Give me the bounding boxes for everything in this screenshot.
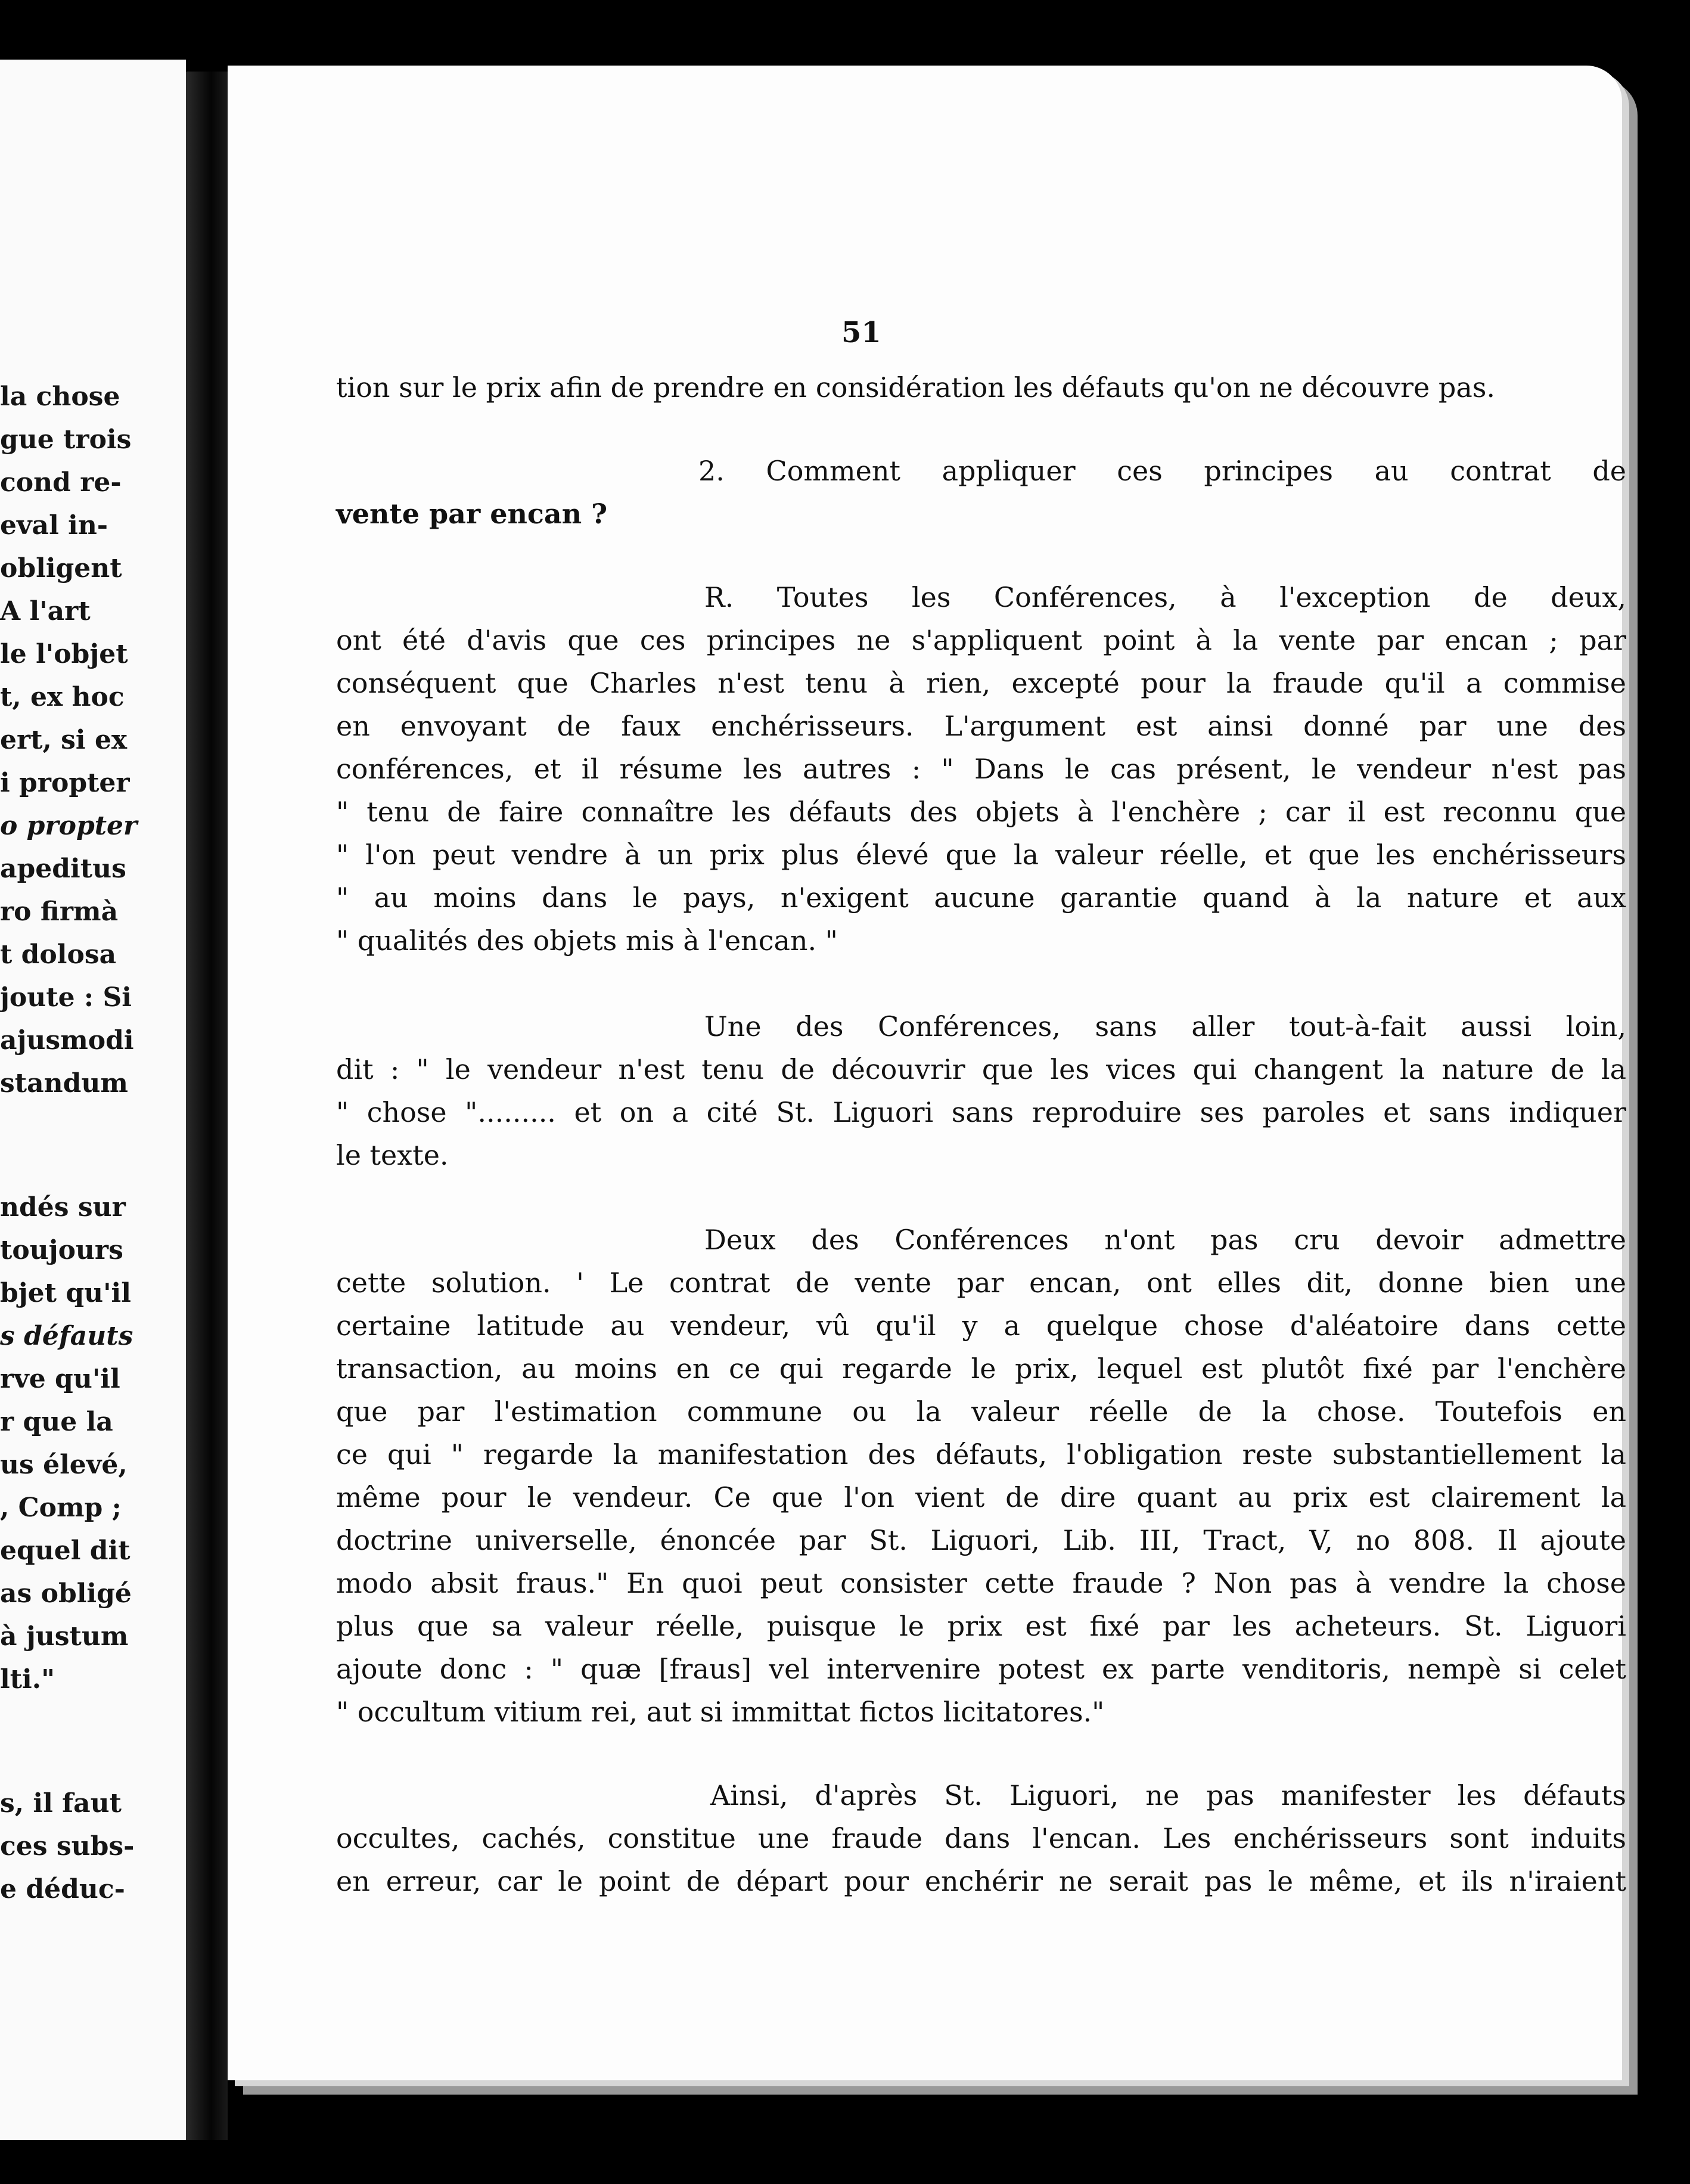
left-text-fragment: t, ex hoc (0, 682, 125, 712)
left-text-fragment: us élevé, (0, 1450, 128, 1480)
text-line: conséquent que Charles n'est tenu à rien, excepté pour la fraude qu'il a commise (336, 667, 1626, 699)
text-line: " chose "......... et on a cité St. Liguori sans reproduire ses paroles et sans indiquer (336, 1096, 1626, 1128)
left-text-fragment: toujours (0, 1235, 123, 1265)
left-text-fragment: ro firmà (0, 896, 119, 927)
text-line: même pour le vendeur. Ce que l'on vient de dire quant au prix est clairement la (336, 1481, 1626, 1513)
text-line: modo absit fraus." En quoi peut consister cette fraude ? Non pas à vendre la chose (336, 1567, 1626, 1599)
text-line: conférences, et il résume les autres : " Dans le cas présent, le vendeur n'est pas (336, 753, 1626, 785)
text-line: cette solution. ' Le contrat de vente par encan, ont elles dit, donne bien une (336, 1267, 1626, 1299)
text-line: " au moins dans le pays, n'exigent aucune garantie quand à la nature et aux (336, 882, 1626, 914)
text-line: ajoute donc : " quæ [fraus] vel intervenire potest ex parte venditoris, nempè si celet (336, 1653, 1626, 1685)
text-line: ce qui " regarde la manifestation des défauts, l'obligation reste substantiellement la (336, 1438, 1626, 1471)
text-line: plus que sa valeur réelle, puisque le prix est fixé par les acheteurs. St. Liguori (336, 1610, 1626, 1642)
text-line: certaine latitude au vendeur, vû qu'il y a quelque chose d'aléatoire dans cette (336, 1310, 1626, 1342)
facing-page-fragment (0, 60, 186, 2140)
text-line: que par l'estimation commune ou la valeur réelle de la chose. Toutefois en (336, 1395, 1626, 1428)
text-line: doctrine universelle, énoncée par St. Liguori, Lib. III, Tract, V, no 808. Il ajoute (336, 1524, 1626, 1556)
left-text-fragment: ert, si ex (0, 725, 128, 755)
text-line: Deux des Conférences n'ont pas cru devoir admettre (704, 1224, 1626, 1256)
left-text-fragment: equel dit (0, 1535, 131, 1566)
text-line: tion sur le prix afin de prendre en considération les défauts qu'on ne découvre pas. (336, 371, 1495, 404)
left-text-fragment: obligent (0, 553, 122, 584)
left-text-fragment: joute : Si (0, 982, 132, 1013)
text-line: transaction, au moins en ce qui regarde le prix, lequel est plutôt fixé par l'enchère (336, 1352, 1626, 1385)
text-line: en envoyant de faux enchérisseurs. L'argument est ainsi donné par une des (336, 710, 1626, 742)
text-line: Une des Conférences, sans aller tout-à-fait aussi loin, (704, 1010, 1626, 1043)
left-text-fragment: i propter (0, 768, 130, 798)
left-text-fragment: le l'objet (0, 639, 128, 669)
left-text-fragment: à justum (0, 1621, 129, 1652)
text-line: le texte. (336, 1139, 449, 1171)
book-page (228, 66, 1626, 2080)
left-text-fragment: lti." (0, 1664, 55, 1695)
book-gutter (186, 72, 228, 2140)
left-text-fragment: , Comp ; (0, 1493, 122, 1523)
text-line: Ainsi, d'après St. Liguori, ne pas manifester les défauts (710, 1779, 1626, 1811)
left-text-fragment: ndés sur (0, 1192, 126, 1223)
left-text-fragment: eval in- (0, 510, 108, 541)
left-text-fragment: bjet qu'il (0, 1278, 131, 1308)
left-text-fragment: gue trois (0, 424, 132, 455)
text-line: 2. Comment appliquer ces principes au contrat de (698, 455, 1626, 487)
text-line: " l'on peut vendre à un prix plus élevé que la valeur réelle, et que les enchérisseurs (336, 839, 1626, 871)
text-line: ont été d'avis que ces principes ne s'appliquent point à la vente par encan ; par (336, 624, 1626, 656)
left-text-fragment: cond re- (0, 467, 122, 498)
left-text-fragment: s défauts (0, 1321, 133, 1351)
text-line: occultes, cachés, constitue une fraude dans l'encan. Les enchérisseurs sont induits (336, 1822, 1626, 1854)
left-text-fragment: ces subs- (0, 1831, 135, 1862)
text-line: " qualités des objets mis à l'encan. " (336, 925, 838, 957)
text-line: R. Toutes les Conférences, à l'exception de deux, (704, 581, 1626, 613)
left-text-fragment: as obligé (0, 1578, 132, 1609)
left-text-fragment: r que la (0, 1407, 113, 1437)
left-text-fragment: A l'art (0, 596, 91, 626)
left-text-fragment: la chose (0, 381, 120, 412)
left-text-fragment: standum (0, 1068, 128, 1099)
left-text-fragment: ajusmodi (0, 1025, 134, 1056)
left-text-fragment: o propter (0, 811, 138, 841)
left-text-fragment: e déduc- (0, 1874, 125, 1904)
left-text-fragment: t dolosa (0, 939, 117, 970)
text-line: " occultum vitium rei, aut si immittat fictos licitatores." (336, 1696, 1105, 1728)
text-line: vente par encan ? (336, 498, 608, 530)
text-line: en erreur, car le point de départ pour enchérir ne serait pas le même, et ils n'iraient (336, 1865, 1626, 1897)
left-text-fragment: rve qu'il (0, 1364, 120, 1394)
page-number: 51 (841, 316, 881, 349)
text-line: " tenu de faire connaître les défauts des objets à l'enchère ; car il est reconnu que (336, 796, 1626, 828)
left-text-fragment: s, il faut (0, 1788, 122, 1819)
text-line: dit : " le vendeur n'est tenu de découvrir que les vices qui changent la nature de la (336, 1053, 1626, 1085)
left-text-fragment: apeditus (0, 854, 126, 884)
